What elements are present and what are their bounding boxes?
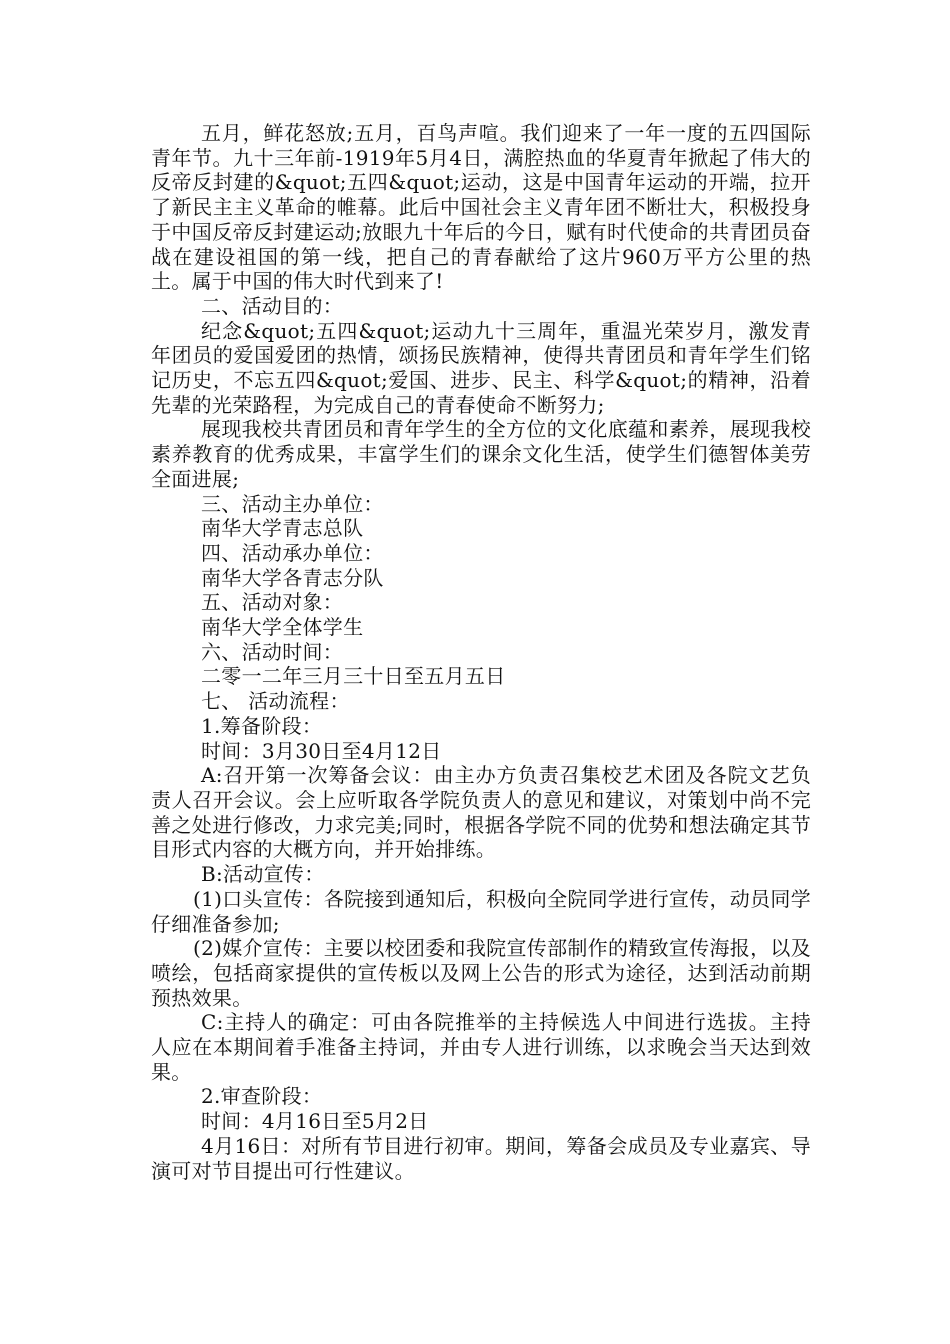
stage-heading-preparation: 1.筹备阶段：	[201, 713, 323, 738]
review-time: 时间：4月16日至5月2日	[201, 1109, 429, 1134]
publicity-item-2: (2)媒介宣传：主要以校团委和我院宣传部制作的精致宣传海报，以及喷绘，包括商家提供的宣传板以及网上公告的形式为途径，达到活动前期预热效果。	[151, 936, 811, 1010]
purpose-paragraph-2: 展现我校共青团员和青年学生的全方位的文化底蕴和素养，展现我校素养教育的优秀成果，丰富学生们的课余文化生活，使学生们德智体美劳全面进展;	[151, 417, 811, 491]
purpose-paragraph-1: 纪念&quot;五四&quot;运动九十三周年，重温光荣岁月，激发青年团员的爱国爱团的热情，颂扬民族精神，使得共青团员和青年学生们铭记历史，不忘五四&quot;爱国、进步、民主、科学&quot;的精神，沿着先辈的光荣路程，为完成自己的青春使命不断努力;	[151, 318, 811, 417]
co-organizer-value: 南华大学各青志分队	[201, 565, 384, 590]
intro-paragraph: 五月，鲜花怒放;五月，百鸟声喧。我们迎来了一年一度的五四国际青年节。九十三年前-1919年5月4日，满腔热血的华夏青年掀起了伟大的反帝反封建的&quot;五四&quot;运动，这是中国青年运动的开端，拉开了新民主主义革命的帷幕。此后中国社会主义青年团不断壮大，积极投身于中国反帝反封建运动;放眼九十年后的今日，赋有时代使命的共青团员奋战在建设祖国的第一线，把自己的青春献给了这片960万平方公里的热土。属于中国的伟大时代到来了!	[151, 121, 811, 294]
document-body	[151, 121, 811, 1183]
publicity-item-1: (1)口头宣传：各院接到通知后，积极向全院同学进行宣传，动员同学仔细准备参加;	[151, 886, 811, 936]
preparation-time: 时间：3月30日至4月12日	[201, 738, 442, 763]
section-heading-process: 七、 活动流程：	[201, 689, 350, 714]
preparation-item-b: B:活动宣传：	[201, 862, 325, 887]
preparation-item-a: A:召开第一次筹备会议：由主办方负责召集校艺术团及各院文艺负责人召开会议。会上应听取各学院负责人的意见和建议，对策划中尚不完善之处进行修改，力求完美;同时，根据各学院不同的优势和想法确定其节目形式内容的大概方向，并开始排练。	[151, 763, 811, 862]
section-heading-purpose: 二、活动目的：	[201, 293, 344, 318]
preparation-item-c: C:主持人的确定：可由各院推举的主持候选人中间进行选拔。主持人应在本期间着手准备主持词，并由专人进行训练，以求晚会当天达到效果。	[151, 1010, 811, 1084]
organizer-value: 南华大学青志总队	[201, 516, 364, 541]
audience-value: 南华大学全体学生	[201, 615, 364, 640]
section-heading-organizer: 三、活动主办单位：	[201, 491, 384, 516]
stage-heading-review: 2.审查阶段：	[201, 1084, 323, 1109]
review-item-apr16: 4月16日：对所有节目进行初审。期间，筹备会成员及专业嘉宾、导演可对节目提出可行性建议。	[151, 1133, 811, 1183]
time-value: 二零一二年三月三十日至五月五日	[201, 664, 506, 689]
section-heading-time: 六、活动时间：	[201, 639, 344, 664]
section-heading-audience: 五、活动对象：	[201, 590, 344, 615]
section-heading-co-organizer: 四、活动承办单位：	[201, 540, 384, 565]
